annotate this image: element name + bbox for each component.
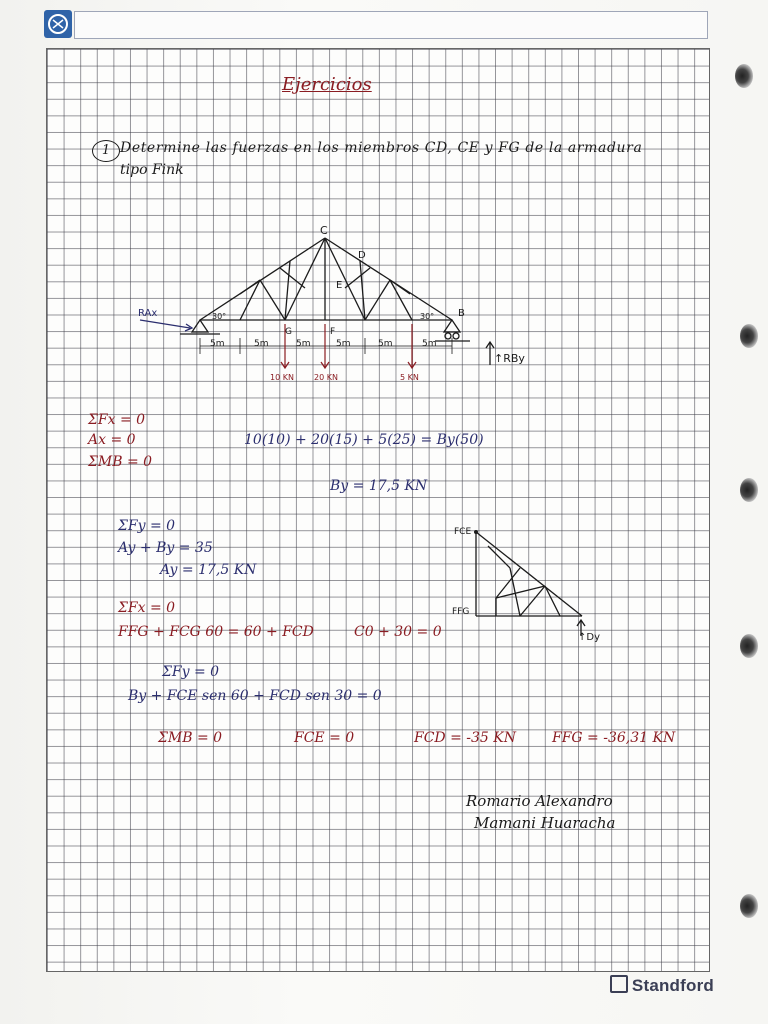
equation-fx: ΣFx = 0: [88, 412, 146, 428]
logo-icon: [44, 10, 72, 38]
binder-ring-icon: [740, 894, 758, 918]
problem-statement-line2: tipo Fink: [120, 162, 184, 178]
equation-fx-2: ΣFx = 0: [118, 600, 176, 616]
equation-ax: Ax = 0: [88, 432, 136, 448]
binder-ring-icon: [740, 324, 758, 348]
equation-ay-by: Ay + By = 35: [118, 540, 213, 556]
result-mb: ΣMB = 0: [158, 730, 223, 746]
equation-fy-2: ΣFy = 0: [162, 664, 220, 680]
load-label: 20 KN: [314, 373, 338, 382]
moment-equation: 10(10) + 20(15) + 5(25) = By(50): [244, 432, 484, 448]
load-label: 10 KN: [270, 373, 294, 382]
result-ffg: FFG = -36,31 KN: [552, 730, 676, 746]
span-label: 5m: [254, 339, 269, 349]
reaction-rby-label: ↑RBy: [494, 352, 525, 365]
span-label: 5m: [378, 339, 393, 349]
binder-ring-icon: [740, 634, 758, 658]
span-label: 5m: [296, 339, 311, 349]
node-label-b: B: [458, 308, 465, 319]
page-title: Ejercicios: [282, 74, 372, 95]
span-label: 5m: [422, 339, 437, 349]
by-result: By = 17,5 KN: [330, 478, 428, 494]
span-label: 5m: [336, 339, 351, 349]
problem-number: 1: [92, 140, 120, 162]
equation-fy: ΣFy = 0: [118, 518, 176, 534]
node-label-g: G: [285, 327, 292, 337]
node-label-c: C: [320, 224, 328, 237]
equation-mb: ΣMB = 0: [88, 454, 153, 470]
brand-name: Standford: [631, 976, 714, 995]
node-label-d: D: [358, 250, 366, 261]
notebook-logo: [44, 10, 72, 38]
load-label: 5 KN: [400, 373, 419, 382]
angle-left-label: 30°: [212, 312, 227, 321]
equation-fx-2-expansion: FFG + FCG 60 = 60 + FCD: [118, 624, 314, 640]
fink-truss-diagram: [130, 220, 525, 390]
reaction-rax-label: RAx: [138, 308, 158, 319]
span-label: 5m: [210, 339, 225, 349]
result-fcd: FCD = -35 KN: [414, 730, 516, 746]
result-fce: FCE = 0: [294, 730, 355, 746]
brand-icon: [610, 975, 628, 993]
signature-line2: Mamani Huaracha: [474, 814, 616, 832]
grid-paper: [46, 48, 710, 972]
equation-co: C0 + 30 = 0: [354, 624, 442, 640]
binder-ring-icon: [735, 64, 753, 88]
notebook-header-bar: [74, 11, 708, 39]
node-label-f: F: [330, 327, 336, 337]
signature-line1: Romario Alexandro: [466, 792, 613, 810]
fbd-label-fce: FCE: [454, 527, 472, 537]
fbd-label-dy: ↑Dy: [578, 632, 600, 643]
fbd-label-ffg: FFG: [452, 607, 470, 617]
brand-footer: [610, 975, 714, 996]
equation-fy-2-expansion: By + FCE sen 60 + FCD sen 30 = 0: [128, 688, 382, 704]
binder-ring-icon: [740, 478, 758, 502]
equation-ay-result: Ay = 17,5 KN: [160, 562, 257, 578]
free-body-diagram: [450, 518, 620, 648]
angle-right-label: 30°: [420, 312, 435, 321]
problem-statement-line1: Determine las fuerzas en los miembros CD, CE y FG de la armadura: [120, 140, 643, 156]
node-label-e: E: [336, 280, 343, 291]
